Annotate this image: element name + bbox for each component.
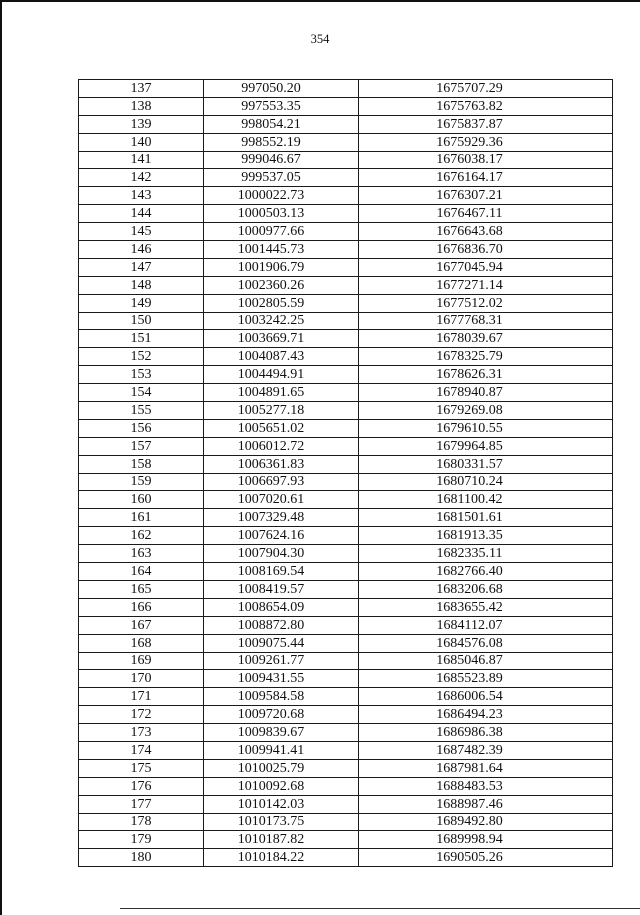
x-coordinate-cell: 1006697.93 (204, 473, 359, 491)
point-number-cell: 171 (79, 688, 204, 706)
table-row (79, 706, 613, 724)
y-coordinate-cell: 1675707.29 (359, 80, 613, 98)
y-coordinate-cell: 1677768.31 (359, 312, 613, 330)
point-number-cell: 178 (79, 813, 204, 831)
table-row (79, 437, 613, 455)
point-number-cell: 157 (79, 437, 204, 455)
table-row (79, 384, 613, 402)
point-number-cell: 154 (79, 384, 204, 402)
y-coordinate-cell: 1679269.08 (359, 402, 613, 420)
y-coordinate-cell: 1678325.79 (359, 348, 613, 366)
table-row (79, 509, 613, 527)
table-row (79, 348, 613, 366)
x-coordinate-cell: 999537.05 (204, 169, 359, 187)
x-coordinate-cell: 999046.67 (204, 151, 359, 169)
table-row (79, 831, 613, 849)
table-row (79, 598, 613, 616)
x-coordinate-cell: 1001906.79 (204, 258, 359, 276)
table-row (79, 115, 613, 133)
table-row (79, 223, 613, 241)
y-coordinate-cell: 1690505.26 (359, 849, 613, 867)
x-coordinate-cell: 1007904.30 (204, 545, 359, 563)
y-coordinate-cell: 1676836.70 (359, 241, 613, 259)
table-row (79, 563, 613, 581)
y-coordinate-cell: 1684112.07 (359, 616, 613, 634)
table-row (79, 133, 613, 151)
table-row (79, 402, 613, 420)
x-coordinate-cell: 1006361.83 (204, 455, 359, 473)
point-number-cell: 177 (79, 795, 204, 813)
point-number-cell: 143 (79, 187, 204, 205)
y-coordinate-cell: 1686986.38 (359, 724, 613, 742)
point-number-cell: 179 (79, 831, 204, 849)
x-coordinate-cell: 1002360.26 (204, 276, 359, 294)
point-number-cell: 172 (79, 706, 204, 724)
x-coordinate-cell: 1009941.41 (204, 741, 359, 759)
point-number-cell: 163 (79, 545, 204, 563)
table-row (79, 366, 613, 384)
y-coordinate-cell: 1675929.36 (359, 133, 613, 151)
y-coordinate-cell: 1688483.53 (359, 777, 613, 795)
x-coordinate-cell: 1007020.61 (204, 491, 359, 509)
x-coordinate-cell: 1008872.80 (204, 616, 359, 634)
y-coordinate-cell: 1678626.31 (359, 366, 613, 384)
table-row (79, 80, 613, 98)
x-coordinate-cell: 1005651.02 (204, 419, 359, 437)
y-coordinate-cell: 1679964.85 (359, 437, 613, 455)
y-coordinate-cell: 1678940.87 (359, 384, 613, 402)
y-coordinate-cell: 1677045.94 (359, 258, 613, 276)
table-row (79, 741, 613, 759)
y-coordinate-cell: 1679610.55 (359, 419, 613, 437)
x-coordinate-cell: 1008654.09 (204, 598, 359, 616)
y-coordinate-cell: 1683655.42 (359, 598, 613, 616)
x-coordinate-cell: 1009075.44 (204, 634, 359, 652)
table-row (79, 813, 613, 831)
y-coordinate-cell: 1689998.94 (359, 831, 613, 849)
x-coordinate-cell: 1009431.55 (204, 670, 359, 688)
x-coordinate-cell: 1002805.59 (204, 294, 359, 312)
x-coordinate-cell: 1010025.79 (204, 759, 359, 777)
scan-edge-bottom (120, 908, 640, 909)
y-coordinate-cell: 1676307.21 (359, 187, 613, 205)
y-coordinate-cell: 1676038.17 (359, 151, 613, 169)
table-row (79, 688, 613, 706)
table-row (79, 241, 613, 259)
table-row (79, 294, 613, 312)
table-row (79, 276, 613, 294)
table-row (79, 205, 613, 223)
table-row (79, 491, 613, 509)
point-number-cell: 152 (79, 348, 204, 366)
y-coordinate-cell: 1684576.08 (359, 634, 613, 652)
y-coordinate-cell: 1689492.80 (359, 813, 613, 831)
point-number-cell: 170 (79, 670, 204, 688)
x-coordinate-cell: 1008169.54 (204, 563, 359, 581)
x-coordinate-cell: 1000022.73 (204, 187, 359, 205)
table-row (79, 724, 613, 742)
y-coordinate-cell: 1677271.14 (359, 276, 613, 294)
x-coordinate-cell: 1009261.77 (204, 652, 359, 670)
x-coordinate-cell: 1009839.67 (204, 724, 359, 742)
y-coordinate-cell: 1676467.11 (359, 205, 613, 223)
x-coordinate-cell: 1000503.13 (204, 205, 359, 223)
y-coordinate-cell: 1677512.02 (359, 294, 613, 312)
x-coordinate-cell: 1010092.68 (204, 777, 359, 795)
point-number-cell: 147 (79, 258, 204, 276)
x-coordinate-cell: 1010142.03 (204, 795, 359, 813)
table-row (79, 777, 613, 795)
point-number-cell: 164 (79, 563, 204, 581)
point-number-cell: 144 (79, 205, 204, 223)
table-row (79, 151, 613, 169)
x-coordinate-cell: 1004087.43 (204, 348, 359, 366)
y-coordinate-cell: 1681501.61 (359, 509, 613, 527)
y-coordinate-cell: 1680710.24 (359, 473, 613, 491)
x-coordinate-cell: 1003242.25 (204, 312, 359, 330)
x-coordinate-cell: 1003669.71 (204, 330, 359, 348)
x-coordinate-cell: 1008419.57 (204, 580, 359, 598)
table-row (79, 580, 613, 598)
point-number-cell: 159 (79, 473, 204, 491)
point-number-cell: 173 (79, 724, 204, 742)
table-row (79, 634, 613, 652)
table-row (79, 616, 613, 634)
point-number-cell: 168 (79, 634, 204, 652)
scan-edge-left (0, 0, 2, 915)
table-row (79, 795, 613, 813)
y-coordinate-cell: 1676164.17 (359, 169, 613, 187)
table-row (79, 312, 613, 330)
x-coordinate-cell: 1010173.75 (204, 813, 359, 831)
x-coordinate-cell: 1010184.22 (204, 849, 359, 867)
point-number-cell: 161 (79, 509, 204, 527)
x-coordinate-cell: 997050.20 (204, 80, 359, 98)
y-coordinate-cell: 1682335.11 (359, 545, 613, 563)
x-coordinate-cell: 1006012.72 (204, 437, 359, 455)
point-number-cell: 165 (79, 580, 204, 598)
point-number-cell: 140 (79, 133, 204, 151)
x-coordinate-cell: 997553.35 (204, 97, 359, 115)
table-row (79, 455, 613, 473)
x-coordinate-cell: 998552.19 (204, 133, 359, 151)
point-number-cell: 156 (79, 419, 204, 437)
x-coordinate-cell: 1007329.48 (204, 509, 359, 527)
y-coordinate-cell: 1678039.67 (359, 330, 613, 348)
table-row (79, 670, 613, 688)
point-number-cell: 148 (79, 276, 204, 294)
page-number: 354 (310, 32, 330, 46)
x-coordinate-cell: 1001445.73 (204, 241, 359, 259)
table-row (79, 849, 613, 867)
point-number-cell: 145 (79, 223, 204, 241)
table-row (79, 330, 613, 348)
x-coordinate-cell: 1004891.65 (204, 384, 359, 402)
point-number-cell: 138 (79, 97, 204, 115)
y-coordinate-cell: 1686494.23 (359, 706, 613, 724)
point-number-cell: 174 (79, 741, 204, 759)
y-coordinate-cell: 1685046.87 (359, 652, 613, 670)
y-coordinate-cell: 1687482.39 (359, 741, 613, 759)
y-coordinate-cell: 1675837.87 (359, 115, 613, 133)
point-number-cell: 150 (79, 312, 204, 330)
table-row (79, 473, 613, 491)
y-coordinate-cell: 1683206.68 (359, 580, 613, 598)
point-number-cell: 153 (79, 366, 204, 384)
table-row (79, 759, 613, 777)
x-coordinate-cell: 1009584.58 (204, 688, 359, 706)
point-number-cell: 160 (79, 491, 204, 509)
x-coordinate-cell: 1010187.82 (204, 831, 359, 849)
point-number-cell: 175 (79, 759, 204, 777)
point-number-cell: 146 (79, 241, 204, 259)
table-row (79, 97, 613, 115)
point-number-cell: 166 (79, 598, 204, 616)
point-number-cell: 151 (79, 330, 204, 348)
table-row (79, 545, 613, 563)
y-coordinate-cell: 1682766.40 (359, 563, 613, 581)
table-row (79, 419, 613, 437)
point-number-cell: 176 (79, 777, 204, 795)
point-number-cell: 162 (79, 527, 204, 545)
y-coordinate-cell: 1688987.46 (359, 795, 613, 813)
y-coordinate-cell: 1681913.35 (359, 527, 613, 545)
x-coordinate-cell: 1004494.91 (204, 366, 359, 384)
point-number-cell: 142 (79, 169, 204, 187)
coordinates-table-body (79, 80, 613, 867)
x-coordinate-cell: 1000977.66 (204, 223, 359, 241)
point-number-cell: 149 (79, 294, 204, 312)
point-number-cell: 169 (79, 652, 204, 670)
table-row (79, 652, 613, 670)
x-coordinate-cell: 1007624.16 (204, 527, 359, 545)
y-coordinate-cell: 1687981.64 (359, 759, 613, 777)
point-number-cell: 137 (79, 80, 204, 98)
point-number-cell: 139 (79, 115, 204, 133)
x-coordinate-cell: 998054.21 (204, 115, 359, 133)
x-coordinate-cell: 1009720.68 (204, 706, 359, 724)
y-coordinate-cell: 1686006.54 (359, 688, 613, 706)
scan-edge-top (0, 0, 640, 2)
point-number-cell: 180 (79, 849, 204, 867)
table-row (79, 527, 613, 545)
point-number-cell: 155 (79, 402, 204, 420)
table-row (79, 169, 613, 187)
y-coordinate-cell: 1676643.68 (359, 223, 613, 241)
y-coordinate-cell: 1675763.82 (359, 97, 613, 115)
point-number-cell: 167 (79, 616, 204, 634)
y-coordinate-cell: 1680331.57 (359, 455, 613, 473)
point-number-cell: 158 (79, 455, 204, 473)
point-number-cell: 141 (79, 151, 204, 169)
table-row (79, 258, 613, 276)
y-coordinate-cell: 1685523.89 (359, 670, 613, 688)
table-row (79, 187, 613, 205)
coordinates-table (78, 79, 613, 867)
x-coordinate-cell: 1005277.18 (204, 402, 359, 420)
y-coordinate-cell: 1681100.42 (359, 491, 613, 509)
